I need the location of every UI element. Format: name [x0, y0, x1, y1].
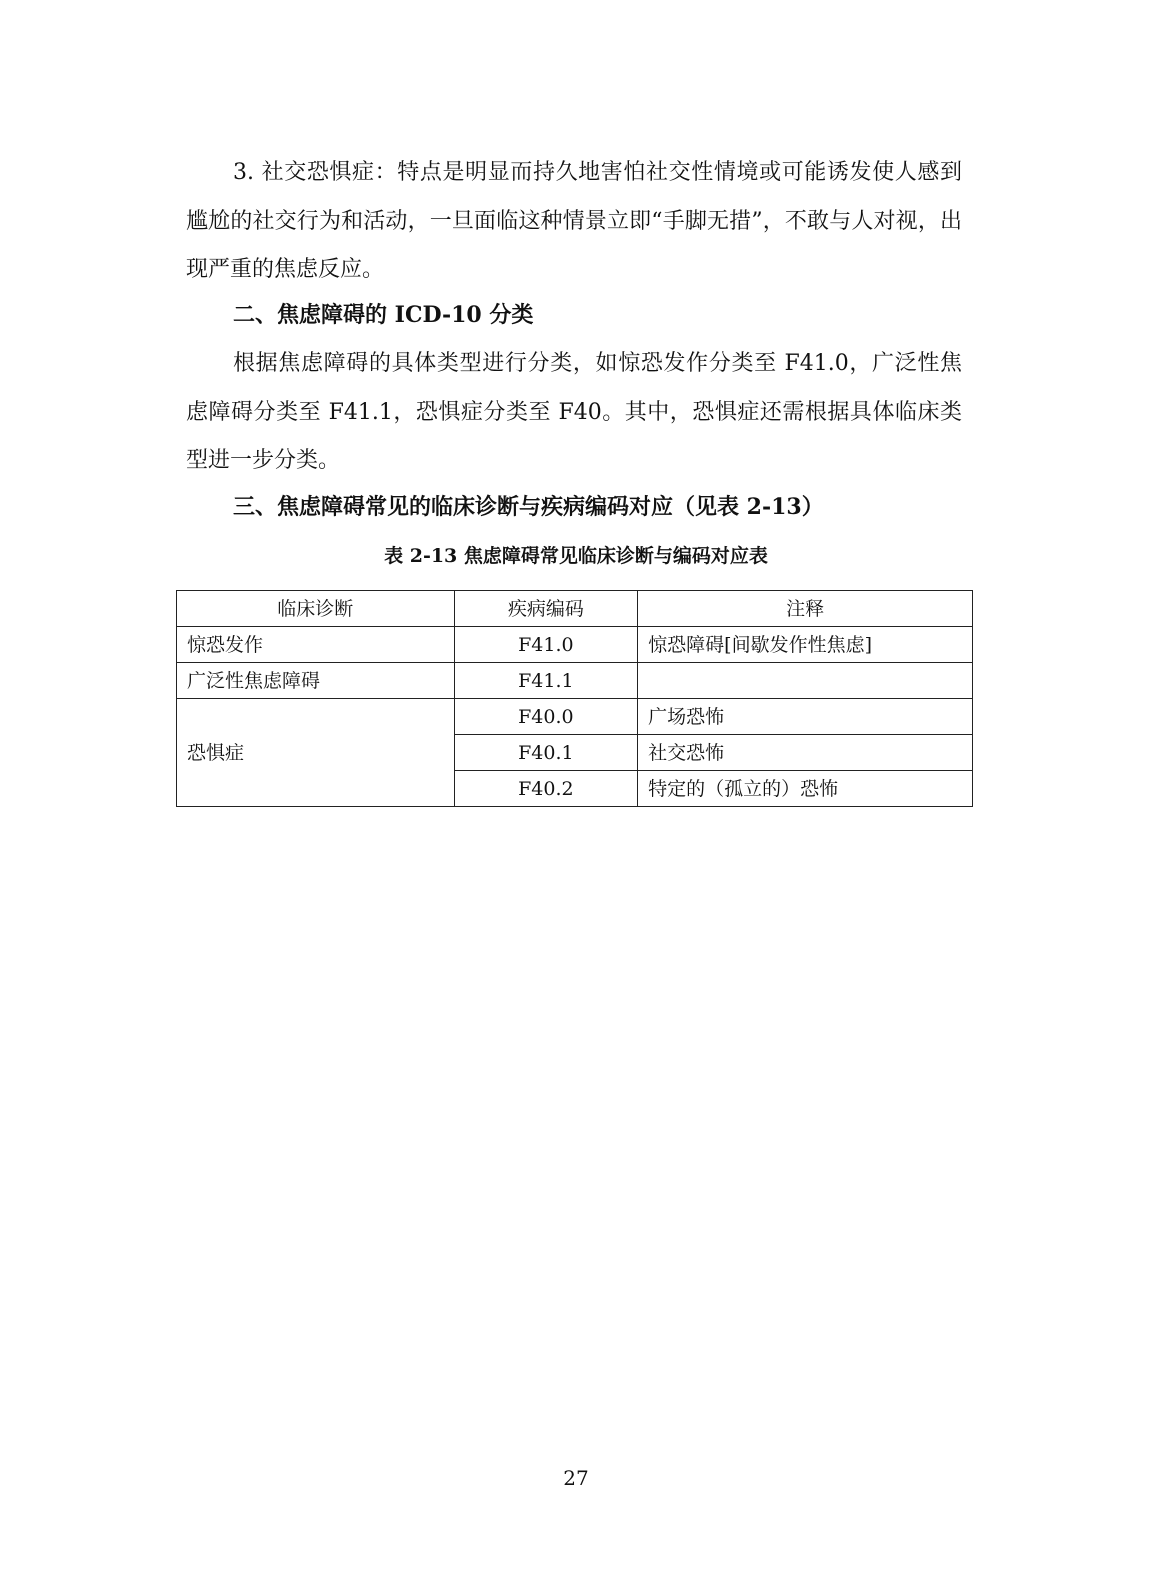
- note-cell: 惊恐障碍[间歇发作性焦虑]: [638, 627, 973, 663]
- section-heading-mapping: 三、焦虑障碍常见的临床诊断与疾病编码对应（见表 2-13）: [233, 494, 824, 520]
- note-cell: 特定的（孤立的）恐怖: [638, 771, 973, 807]
- table-caption: 表 2-13 焦虑障碍常见临床诊断与编码对应表: [384, 545, 768, 567]
- code-cell: F41.0: [454, 627, 638, 663]
- header-code: 疾病编码: [454, 591, 638, 627]
- header-note: 注释: [638, 591, 973, 627]
- page-number: 27: [563, 1466, 589, 1490]
- code-cell: F40.2: [454, 771, 638, 807]
- note-cell: 社交恐怖: [638, 735, 973, 771]
- note-cell: [638, 663, 973, 699]
- social-phobia-paragraph: 3. 社交恐惧症：特点是明显而持久地害怕社交性情境或可能诱发使人感到尴尬的社交行为和活动，一旦面临这种情景立即“手脚无措”，不敢与人对视，出现严重的焦虑反应。: [186, 160, 962, 282]
- diagnosis-cell: 广泛性焦虑障碍: [177, 663, 455, 699]
- table-header-row: [177, 591, 973, 627]
- diagnosis-cell: 恐惧症: [177, 699, 455, 807]
- table-row: [177, 663, 973, 699]
- code-cell: F40.0: [454, 699, 638, 735]
- header-diagnosis: 临床诊断: [177, 591, 455, 627]
- diagnosis-code-table: [176, 590, 973, 807]
- table-row: [177, 699, 973, 735]
- note-cell: 广场恐怖: [638, 699, 973, 735]
- code-cell: F40.1: [454, 735, 638, 771]
- section-heading-icd10: 二、焦虑障碍的 ICD-10 分类: [233, 302, 534, 328]
- table-row: [177, 627, 973, 663]
- code-cell: F41.1: [454, 663, 638, 699]
- diagnosis-cell: 惊恐发作: [177, 627, 455, 663]
- icd10-classification-paragraph: 根据焦虑障碍的具体类型进行分类，如惊恐发作分类至 F41.0，广泛性焦虑障碍分类至 F41.1，恐惧症分类至 F40。其中，恐惧症还需根据具体临床类型进一步分类。: [186, 351, 962, 473]
